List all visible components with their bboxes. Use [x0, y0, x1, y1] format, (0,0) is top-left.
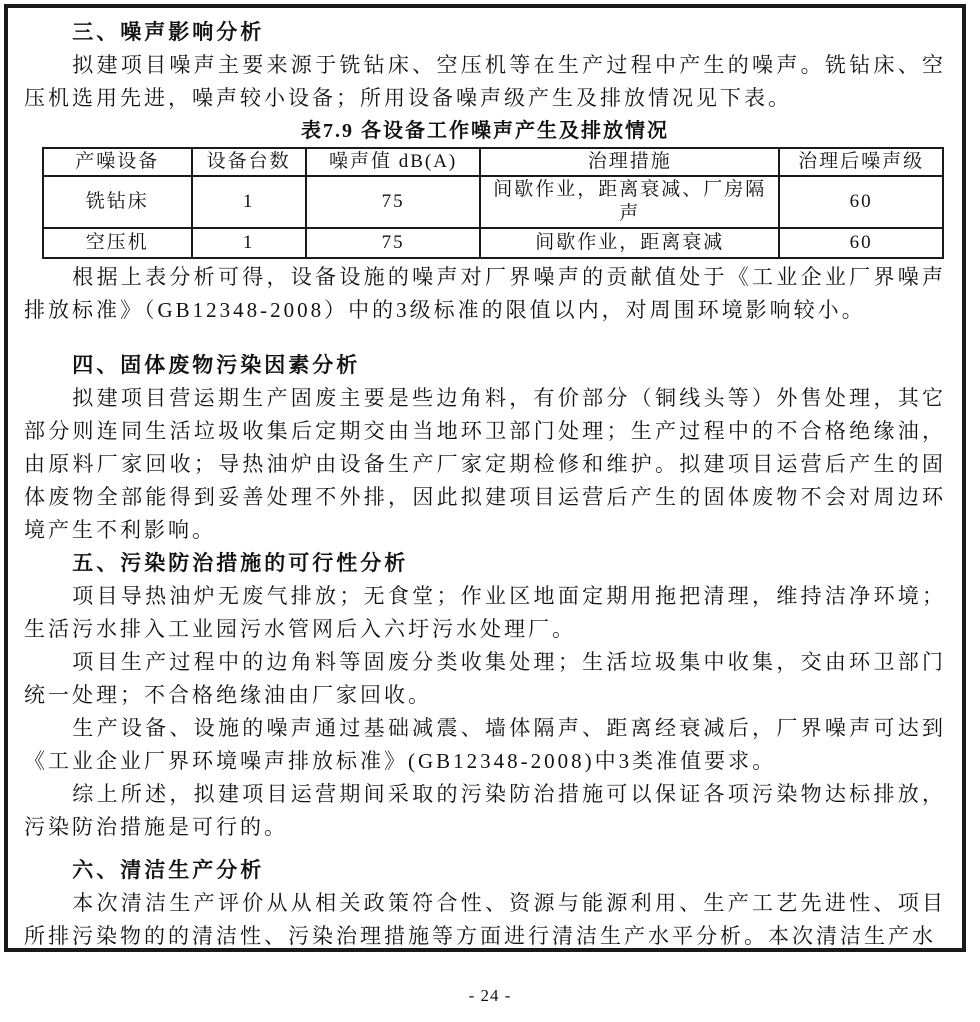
paragraph-noise-conclusion: 根据上表分析可得，设备设施的噪声对厂界噪声的贡献值处于《工业企业厂界噪声排放标准》（GB12348-2008）中的3级标准的限值以内，对周围环境影响较小。 — [24, 265, 946, 322]
paragraph-noise-sources: 拟建项目噪声主要来源于铣钻床、空压机等在生产过程中产生的噪声。铣钻床、空压机选用先进，噪声较小设备；所用设备噪声级产生及排放情况见下表。 — [24, 53, 946, 110]
table-cell-measures: 间歇作业，距离衰减 — [480, 228, 779, 258]
paragraph-control-conclusion: 综上所述，拟建项目运营期间采取的污染防治措施可以保证各项污染物达标排放，污染防治措施是可行的。 — [24, 782, 946, 839]
table-header-cell: 设备台数 — [192, 148, 306, 176]
table-cell-equipment: 空压机 — [43, 228, 192, 258]
table-cell-measures: 间歇作业，距离衰减、厂房隔声 — [480, 176, 779, 228]
table-header-row — [43, 148, 943, 176]
paragraph-control-measures-1: 项目导热油炉无废气排放；无食堂；作业区地面定期用拖把清理，维持洁净环境；生活污水排入工业园污水管网后入六圩污水处理厂。 — [24, 584, 946, 641]
table-header-cell: 产噪设备 — [43, 148, 192, 176]
section-heading-noise-analysis: 三、噪声影响分析 — [72, 20, 265, 44]
table-cell-noise-value: 75 — [306, 228, 481, 258]
table-row — [43, 176, 943, 228]
table-cell-count: 1 — [192, 176, 306, 228]
paragraph-control-measures-2: 项目生产过程中的边角料等固废分类收集处理；生活垃圾集中收集，交由环卫部门统一处理；不合格绝缘油由厂家回收。 — [24, 650, 946, 707]
table-cell-noise-after: 60 — [779, 176, 943, 228]
noise-equipment-table — [42, 147, 944, 259]
table-row — [43, 228, 943, 258]
paragraph-solid-waste: 拟建项目营运期生产固废主要是些边角料，有价部分（铜线头等）外售处理，其它部分则连同生活垃圾收集后定期交由当地环卫部门处理；生产过程中的不合格绝缘油，由原料厂家回收；导热油炉由设备生产厂家定期检修和维护。拟建项目运营后产生的固体废物全部能得到妥善处理不外排，因此拟建项目运营后产生的固体废物不会对周边环境产生不利影响。 — [24, 386, 946, 542]
table-title: 表7.9 各设备工作噪声产生及排放情况 — [301, 120, 669, 142]
paragraph-clean-production: 本次清洁生产评价从从相关政策符合性、资源与能源利用、生产工艺先进性、项目所排污染物的的清洁性、污染治理措施等方面进行清洁生产水平分析。本次清洁生产水 — [24, 891, 946, 948]
table-header-cell: 噪声值 dB(A) — [306, 148, 481, 176]
table-cell-equipment: 铣钻床 — [43, 176, 192, 228]
table-cell-noise-after: 60 — [779, 228, 943, 258]
table-header-cell: 治理措施 — [480, 148, 779, 176]
page-number: - 24 - — [468, 986, 512, 1005]
table-cell-noise-value: 75 — [306, 176, 481, 228]
section-heading-pollution-control: 五、污染防治措施的可行性分析 — [72, 551, 409, 575]
table-cell-count: 1 — [192, 228, 306, 258]
paragraph-control-measures-3: 生产设备、设施的噪声通过基础减震、墙体隔声、距离经衰减后，厂界噪声可达到《工业企业厂界环境噪声排放标准》(GB12348-2008)中3类准值要求。 — [24, 716, 946, 773]
section-heading-solid-waste: 四、固体废物污染因素分析 — [72, 353, 361, 377]
document-page — [4, 4, 966, 952]
table-header-cell: 治理后噪声级 — [779, 148, 943, 176]
section-heading-clean-production: 六、清洁生产分析 — [72, 858, 265, 882]
